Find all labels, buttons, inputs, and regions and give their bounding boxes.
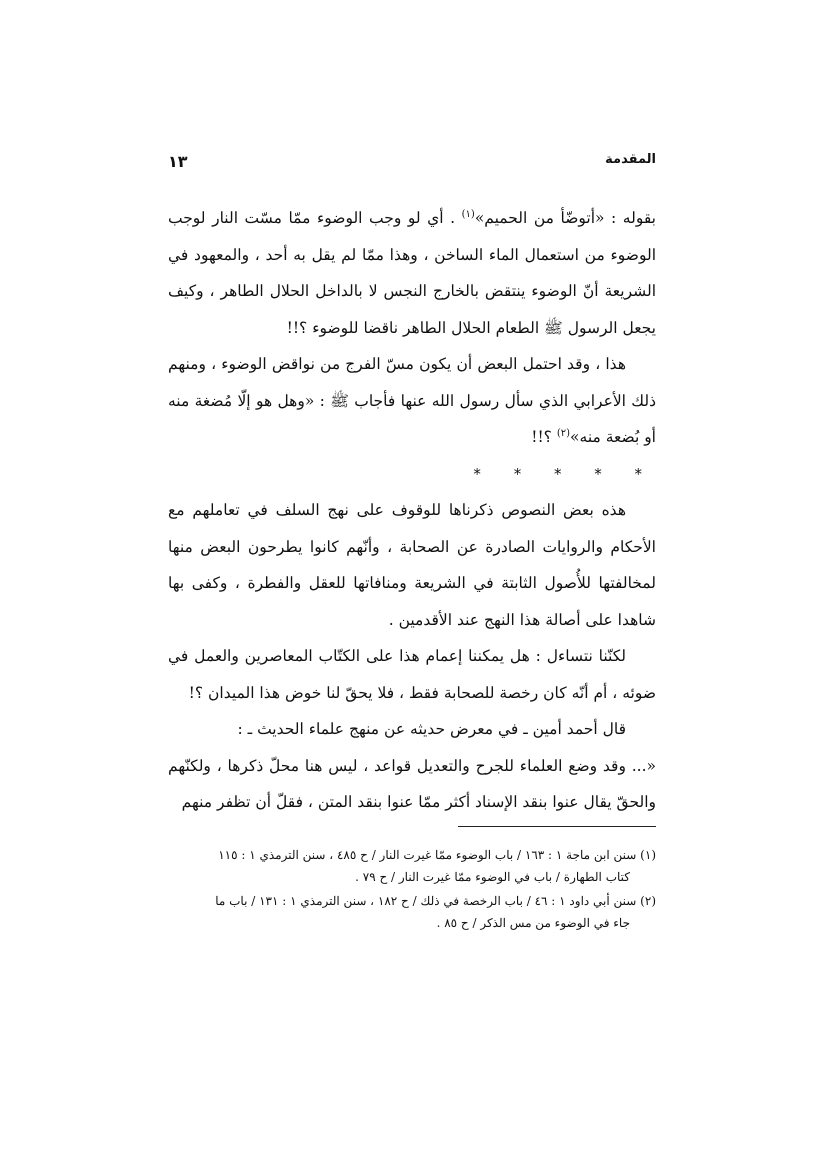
paragraph-4: لكنّنا نتساءل : هل يمكننا إعمام هذا على الكتّاب المعاصرين والعمل في ضوئه ، أم أنّه كان رخصة للصحابة فقط ، فلا يحقّ لنا خوض هذا الميدان ؟!: [168, 647, 656, 702]
main-text: [168, 200, 656, 821]
running-head: المقدمة: [605, 152, 656, 167]
paragraph-1-start: بقوله : «أتوضّأ من الحميم»: [474, 209, 657, 227]
footnote-2: [168, 890, 656, 934]
paragraph-5: قال أحمد أمين ـ في معرض حديثه عن منهج علماء الحديث ـ :: [237, 720, 626, 738]
section-separator: * * * * *: [473, 464, 656, 483]
footnote-ref-1[interactable]: (١): [461, 208, 475, 220]
paragraph-3: هذه بعض النصوص ذكرناها للوقوف على نهج السلف في تعاملهم مع الأحكام والروايات الصادرة عن الصحابة ، وأنّهم كانوا يطرحون البعض منها لمخالفتها للأُصول الثابتة في الشريعة ومنافاتها للعقل والفطرة ، وكفى بها شاهدا على أصالة هذا النهج عند الأقدمين .: [168, 501, 656, 629]
paragraph-1: [168, 200, 656, 346]
paragraph-2-rest: ؟!!: [531, 428, 557, 446]
footnotes: [168, 844, 656, 936]
footnote-2-line-2: جاء في الوضوء من مس الذكر / ح ٨٥ .: [436, 916, 630, 930]
footnote-1-line-2: كتاب الطهارة / باب في الوضوء ممّا غيرت النار / ح ٧٩ .: [355, 870, 630, 884]
paragraph-2-start: هذا ، وقد احتمل البعض أن يكون مسّ الفرج من نواقض الوضوء ، ومنهم ذلك الأعرابي الذي سأل رسول الله عنها فأجاب ﷺ : «وهل هو إلّا مُضغة منه أو بُضعة منه»: [168, 355, 656, 446]
paragraph-1-rest: . أي لو وجب الوضوء ممّا مسّت النار لوجب الوضوء من استعمال الماء الساخن ، وهذا ممّا لم يقل به أحد ، والمعهود في الشريعة أنّ الوضوء ينتقض بالخارج النجس لا بالداخل الحلال الطاهر ، وكيف يجعل الرسول ﷺ الطعام الحلال الطاهر ناقضا للوضوء ؟!!: [168, 209, 656, 337]
paragraph-2: [168, 346, 656, 456]
footnote-2-line-1: (٢) سنن أبي داود ١ : ٤٦ / باب الرخصة في ذلك / ح ١٨٢ ، سنن الترمذي ١ : ١٣١ / باب ما: [215, 894, 656, 908]
footnote-ref-2[interactable]: (٢): [556, 427, 571, 439]
page-header: [168, 152, 656, 176]
footnote-1: [168, 844, 656, 888]
footnote-1-line-1: (١) سنن ابن ماجة ١ : ١٦٣ / باب الوضوء ممّا غيرت النار / ح ٤٨٥ ، سنن الترمذي ١ : ١١٥: [218, 848, 656, 862]
paragraph-6-quote: «... وقد وضع العلماء للجرح والتعديل قواعد ، ليس هنا محلّ ذكرها ، ولكنّهم والحقّ يقال عنوا بنقد الإسناد أكثر ممّا عنوا بنقد المتن ، فقلّ أن تظفر منهم: [168, 756, 656, 811]
page-number: ١٣: [168, 152, 188, 171]
footnote-divider: [458, 826, 656, 827]
